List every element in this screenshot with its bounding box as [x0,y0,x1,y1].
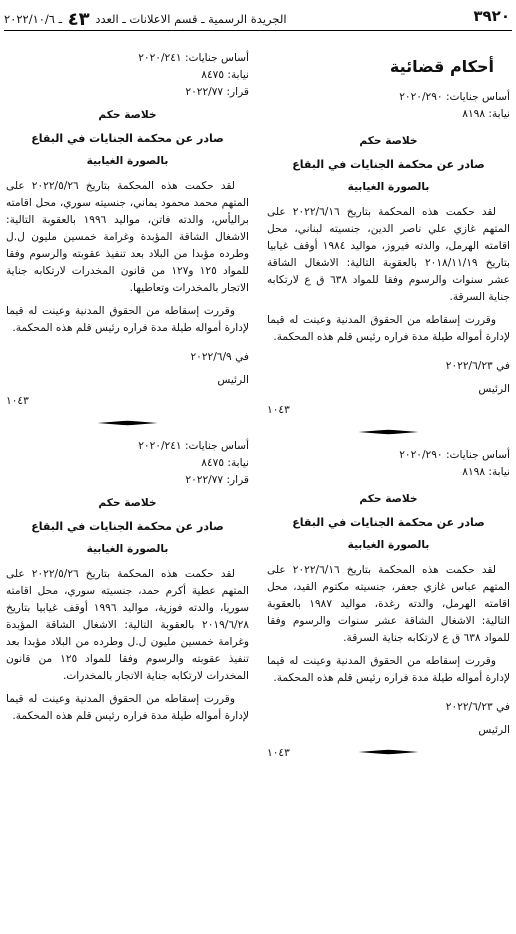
verdict-text: لقد حكمت هذه المحكمة بتاريخ ٢٠٢٢/٦/١٦ على المتهم عباس غازي جعفر، جنسيته مكتوم القيد، محل اقامته الهرمل، والدته رغدة، مواليد ١٩٨٧ بالعقوبة التالية: الاشغال الشاقة عشر سنوات والرسوم وفقا للمواد ٦٣٨ ق ع لارتكابه جناية السرقة. [267,564,510,644]
summary-title: خلاصة حكم [98,497,157,509]
absentia-label: بالصورة الغيابية [86,543,169,555]
court-name: صادر عن محكمة الجنايات في البقاع [31,132,224,145]
reference-number: ١٠٤٣ [6,395,29,407]
case-prosecution: نيابة: ٨١٩٨ [462,108,510,120]
verdict-text: لقد حكمت هذه المحكمة بتاريخ ٢٠٢٢/٥/٢٦ على المتهم محمد محمود يماني، جنسيته سوري، محل اقامته براليأس، والدته فاتن، مواليد ١٩٩٦ بالعقوبة التالية: الاشغال الشاقة المؤبدة وغرامة خمسين مليون ل.ل وطرده مؤبدا من البلاد بعد تنفيذ عقوبته والرسوم وفقا للمواد ١٢٥ و١٢٧ من قانون المخدرات لارتكابه جناية الاتجار بالمخدرات وتعاطيها. [6,180,249,294]
right-column [267,40,510,762]
section-divider [267,425,510,439]
case-basis: أساس جنايات: ٢٠٢٠/٢٤١ [138,440,249,452]
summary-title: خلاصة حكم [98,109,157,121]
section-title: أحكام قضائية [389,57,494,76]
deprivation-text: وقررت إسقاطه من الحقوق المدنية وعينت له قيما لإدارة أمواله طيلة مدة فراره رئيس قلم هذه المحكمة. [267,314,510,343]
absentia-label: بالصورة الغيابية [347,539,430,551]
case-prosecution: نيابة: ٨٤٧٥ [201,457,249,469]
reference-number: ١٠٤٣ [267,747,290,759]
verdict-date: في ٢٠٢٢/٦/٢٣ [445,360,510,372]
court-name: صادر عن محكمة الجنايات في البقاع [292,158,485,171]
case-prosecution: نيابة: ٨٤٧٥ [201,69,249,81]
signer: الرئيس [478,383,510,395]
signer: الرئيس [217,374,249,386]
case-decision: قرار: ٢٠٢٢/٧٧ [185,474,249,486]
case-notice [6,438,249,725]
section-divider [6,416,249,430]
verdict-text: لقد حكمت هذه المحكمة بتاريخ ٢٠٢٢/٥/٢٦ على المتهم عطية أكرم حمد، جنسيته سوري، محل اقامته سوريا، والدته فوزية، مواليد ١٩٩٦ أوقف غيابيا بتاريخ ٢٠١٩/٦/٢٨ بالعقوبة التالية: الاشغال الشاقة المؤبدة وغرامة خمسين مليون ل.ل وطرده من البلاد مؤبدا بعد تنفيذ عقوبته والرسوم وفقا للمواد ١٢٥ من قانون المخدرات لارتكابه جناية الاتجار بالمخدرات. [6,568,249,682]
case-notice [6,50,249,410]
case-notice [267,447,510,739]
header-rule [4,30,512,31]
deprivation-text: وقررت إسقاطه من الحقوق المدنية وعينت له قيما لإدارة أمواله طيلة مدة فراره رئيس قلم هذه المحكمة. [6,693,249,722]
header-gazette: الجريدة الرسمية ـ قسم الاعلانات ـ العدد [95,12,287,26]
case-basis: أساس جنايات: ٢٠٢٠/٢٩٠ [399,449,510,461]
verdict-date: في ٢٠٢٢/٦/٢٣ [445,701,510,713]
deprivation-text: وقررت إسقاطه من الحقوق المدنية وعينت له قيما لإدارة أمواله طيلة مدة فراره رئيس قلم هذه المحكمة. [267,655,510,684]
issue-number: ٤٣ [67,9,90,30]
absentia-label: بالصورة الغيابية [347,181,430,193]
deprivation-text: وقررت إسقاطه من الحقوق المدنية وعينت له قيما لإدارة أمواله طيلة مدة فراره رئيس قلم هذه المحكمة. [6,305,249,334]
header-date: ـ ٢٠٢٢/١٠/٦ [4,12,63,26]
header-text [4,9,287,30]
case-prosecution: نيابة: ٨١٩٨ [462,466,510,478]
court-name: صادر عن محكمة الجنايات في البقاع [31,520,224,533]
page-number: ٣٩٢٠ [473,7,510,25]
summary-title: خلاصة حكم [359,493,418,505]
absentia-label: بالصورة الغيابية [86,155,169,167]
summary-title: خلاصة حكم [359,135,418,147]
page-header [0,0,516,30]
court-name: صادر عن محكمة الجنايات في البقاع [292,516,485,529]
verdict-date: في ٢٠٢٢/٦/٩ [190,351,249,363]
signer: الرئيس [478,724,510,736]
verdict-text: لقد حكمت هذه المحكمة بتاريخ ٢٠٢٢/٦/١٦ على المتهم غازي علي ناصر الدين، جنسيته لبناني، محل اقامته الهرمل، والدته فيروز، مواليد ١٩٨٤ أوقف غيابيا بتاريخ ٢٠١٨/١١/١٩ بالعقوبة التالية: الاشغال الشاقة عشر سنوات والرسوم وفقا للمواد ٦٣٨ ق ع لارتكابه جناية السرقة. [267,206,510,303]
case-notice [267,89,510,419]
left-column [6,50,249,731]
case-decision: قرار: ٢٠٢٢/٧٧ [185,86,249,98]
case-basis: أساس جنايات: ٢٠٢٠/٢٤١ [138,52,249,64]
reference-number: ١٠٤٣ [267,404,290,416]
case-basis: أساس جنايات: ٢٠٢٠/٢٩٠ [399,91,510,103]
